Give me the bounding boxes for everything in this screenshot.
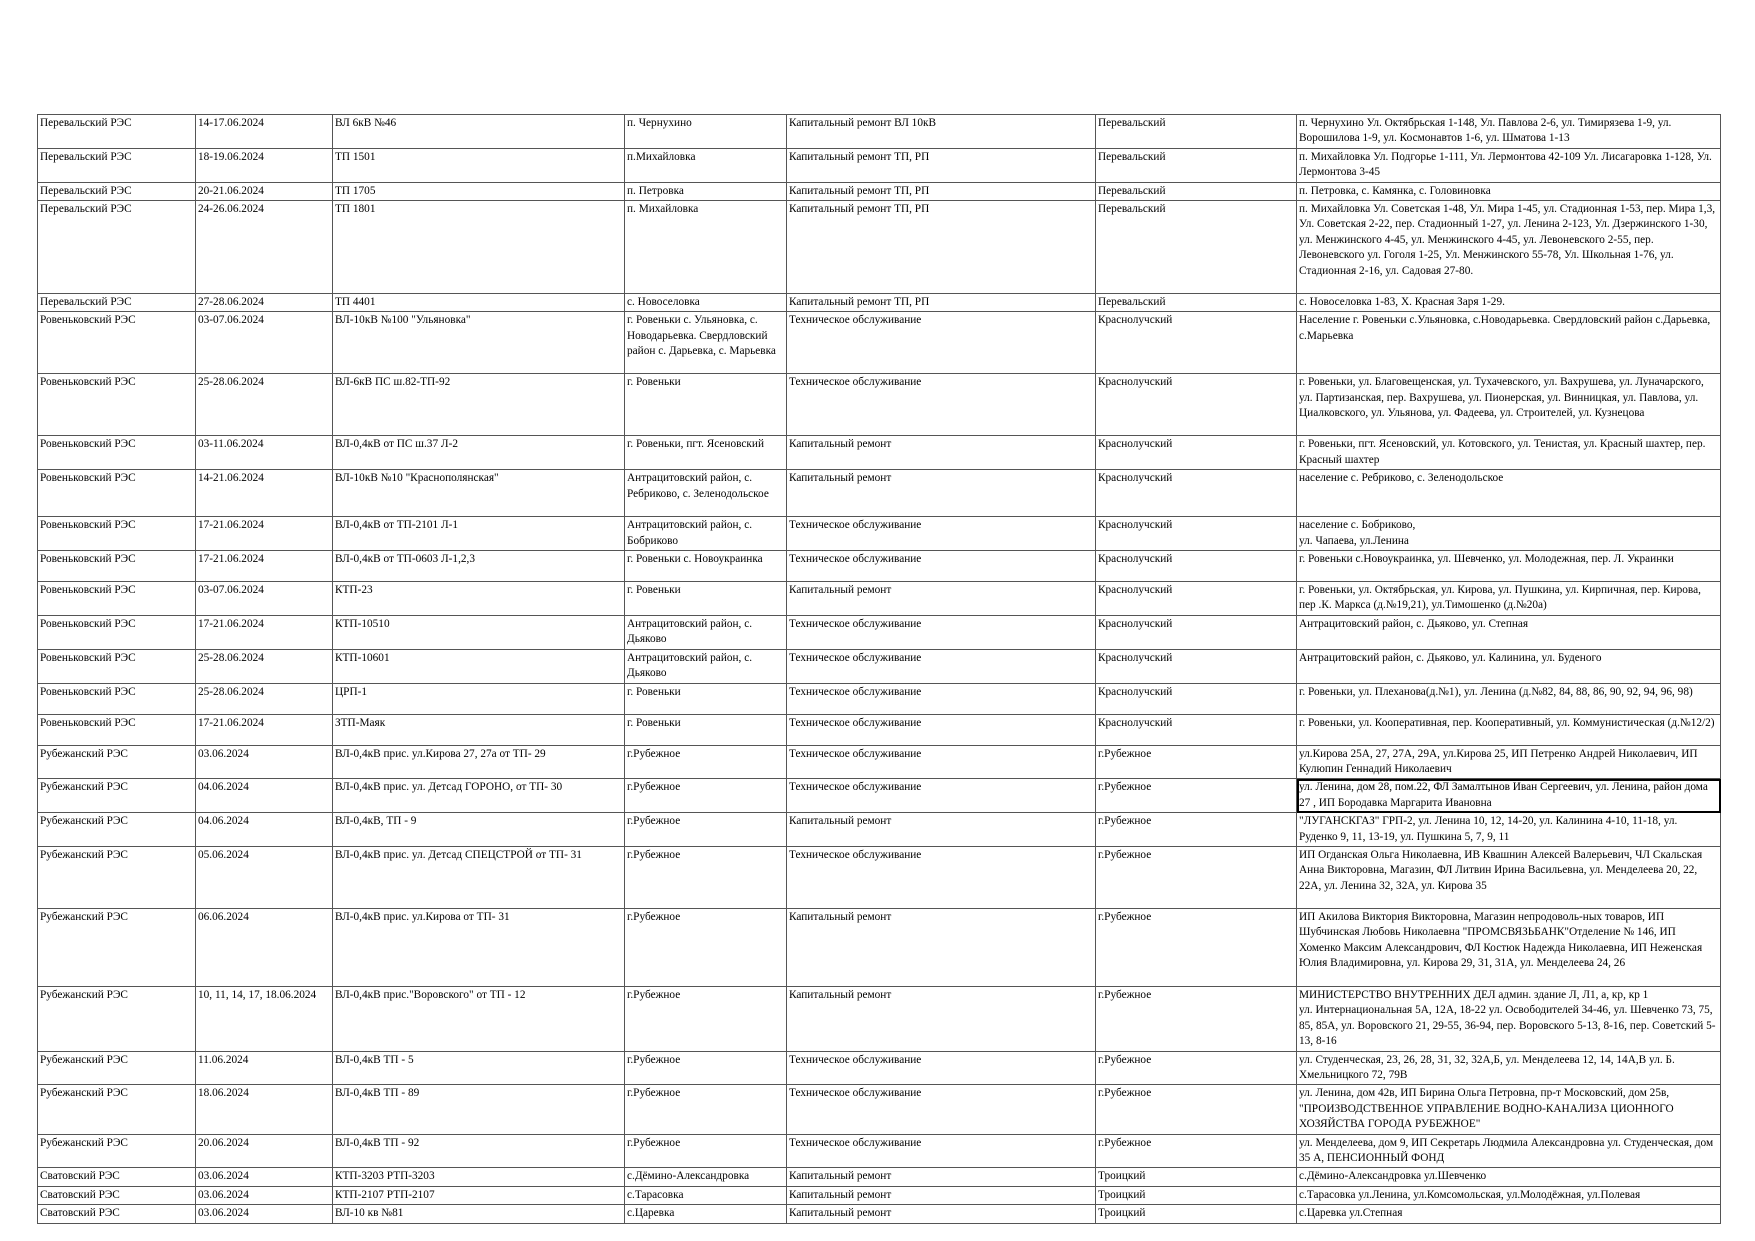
- work-type-cell: Техническое обслуживание: [787, 649, 1096, 683]
- work-type-cell: Техническое обслуживание: [787, 779, 1096, 813]
- table-row: [38, 986, 1721, 1051]
- district-cell: Краснолучский: [1096, 517, 1297, 551]
- location-cell: г.Рубежное: [625, 1134, 787, 1168]
- object-cell: ВЛ-0,4кВ ТП - 92: [333, 1134, 625, 1168]
- district-cell: Перевальский: [1096, 182, 1297, 200]
- res-cell: Рубежанский РЭС: [38, 908, 196, 986]
- addresses-cell: Антрацитовский район, с. Дьяково, ул. Калинина, ул. Буденого: [1297, 649, 1721, 683]
- res-cell: Рубежанский РЭС: [38, 1085, 196, 1134]
- dates-cell: 03-07.06.2024: [196, 312, 333, 374]
- dates-cell: 17-21.06.2024: [196, 714, 333, 745]
- res-cell: Рубежанский РЭС: [38, 813, 196, 847]
- work-type-cell: Капитальный ремонт: [787, 1205, 1096, 1223]
- dates-cell: 03.06.2024: [196, 1186, 333, 1204]
- res-cell: Ровеньковский РЭС: [38, 615, 196, 649]
- dates-cell: 18-19.06.2024: [196, 148, 333, 182]
- table-row: [38, 1186, 1721, 1204]
- res-cell: Перевальский РЭС: [38, 148, 196, 182]
- district-cell: г.Рубежное: [1096, 846, 1297, 908]
- district-cell: Троицкий: [1096, 1205, 1297, 1223]
- district-cell: г.Рубежное: [1096, 745, 1297, 779]
- dates-cell: 06.06.2024: [196, 908, 333, 986]
- addresses-cell: Антрацитовский район, с. Дьяково, ул. Степная: [1297, 615, 1721, 649]
- work-type-cell: Техническое обслуживание: [787, 683, 1096, 714]
- dates-cell: 20-21.06.2024: [196, 182, 333, 200]
- work-type-cell: Техническое обслуживание: [787, 1085, 1096, 1134]
- dates-cell: 03-11.06.2024: [196, 436, 333, 470]
- dates-cell: 03.06.2024: [196, 1168, 333, 1186]
- object-cell: ВЛ-0,4кВ прис. ул.Кирова 27, 27а от ТП- 29: [333, 745, 625, 779]
- object-cell: ЗТП-Маяк: [333, 714, 625, 745]
- addresses-cell: с.Дёмино-Александровка ул.Шевченко: [1297, 1168, 1721, 1186]
- district-cell: Перевальский: [1096, 201, 1297, 294]
- district-cell: Перевальский: [1096, 115, 1297, 149]
- res-cell: Ровеньковский РЭС: [38, 470, 196, 517]
- table-row: [38, 374, 1721, 436]
- work-type-cell: Техническое обслуживание: [787, 615, 1096, 649]
- res-cell: Перевальский РЭС: [38, 182, 196, 200]
- district-cell: Перевальский: [1096, 294, 1297, 312]
- addresses-cell: ул. Менделеева, дом 9, ИП Секретарь Людмила Александровна ул. Студенческая, дом 35 А, ПЕНСИОННЫЙ ФОНД: [1297, 1134, 1721, 1168]
- res-cell: Ровеньковский РЭС: [38, 312, 196, 374]
- table-row: [38, 1205, 1721, 1223]
- location-cell: г. Ровеньки с. Новоукраинка: [625, 551, 787, 582]
- res-cell: Сватовский РЭС: [38, 1168, 196, 1186]
- dates-cell: 18.06.2024: [196, 1085, 333, 1134]
- work-type-cell: Капитальный ремонт: [787, 986, 1096, 1051]
- table-row: [38, 615, 1721, 649]
- work-type-cell: Техническое обслуживание: [787, 374, 1096, 436]
- work-type-cell: Техническое обслуживание: [787, 714, 1096, 745]
- dates-cell: 17-21.06.2024: [196, 517, 333, 551]
- work-type-cell: Капитальный ремонт: [787, 1186, 1096, 1204]
- table-row: [38, 551, 1721, 582]
- addresses-cell: ИП Акилова Виктория Викторовна, Магазин непродоволь-ных товаров, ИП Шубчинская Любовь Николаевна "ПРОМСВЯЗЬБАНК"Отделение № 146, ИП Хоменко Максим Александрович, ФЛ Костюк Надежда Николаевна, ИП Неженская Юлия Владимировна, ул. Кирова 29, 31, 31А, ул. Менделеева 24, 26: [1297, 908, 1721, 986]
- object-cell: ВЛ-0,4кВ от ПС ш.37 Л-2: [333, 436, 625, 470]
- location-cell: Антрацитовский район, с. Бобриково: [625, 517, 787, 551]
- dates-cell: 14-21.06.2024: [196, 470, 333, 517]
- object-cell: ВЛ-0,4кВ прис. ул.Кирова от ТП- 31: [333, 908, 625, 986]
- res-cell: Сватовский РЭС: [38, 1205, 196, 1223]
- addresses-cell: "ЛУГАНСКГАЗ" ГРП-2, ул. Ленина 10, 12, 14-20, ул. Калинина 4-10, 11-18, ул. Руденко 9, 11, 13-19, ул. Пушкина 5, 7, 9, 11: [1297, 813, 1721, 847]
- res-cell: Ровеньковский РЭС: [38, 551, 196, 582]
- district-cell: Краснолучский: [1096, 714, 1297, 745]
- addresses-cell: население с. Ребриково, с. Зеленодольское: [1297, 470, 1721, 517]
- res-cell: Ровеньковский РЭС: [38, 683, 196, 714]
- dates-cell: 25-28.06.2024: [196, 649, 333, 683]
- object-cell: ТП 4401: [333, 294, 625, 312]
- dates-cell: 24-26.06.2024: [196, 201, 333, 294]
- dates-cell: 11.06.2024: [196, 1051, 333, 1085]
- res-cell: Рубежанский РЭС: [38, 779, 196, 813]
- addresses-cell: г. Ровеньки, ул. Благовещенская, ул. Тухачевского, ул. Вахрушева, ул. Луначарского, ул. Партизанская, пер. Вахрушева, ул. Пионерская, ул. Винницкая, ул. Павлова, ул. Циалковского, ул. Ульянова, ул. Фадеева, ул. Строителей, ул. Кузнецова: [1297, 374, 1721, 436]
- work-type-cell: Капитальный ремонт: [787, 1168, 1096, 1186]
- location-cell: Антрацитовский район, с. Ребриково, с. Зеленодольское: [625, 470, 787, 517]
- table-row: [38, 908, 1721, 986]
- work-type-cell: Техническое обслуживание: [787, 312, 1096, 374]
- addresses-cell: население с. Бобриково, ул. Чапаева, ул.Ленина: [1297, 517, 1721, 551]
- location-cell: п. Петровка: [625, 182, 787, 200]
- table-row: [38, 846, 1721, 908]
- location-cell: г. Ровеньки, пгт. Ясеновский: [625, 436, 787, 470]
- addresses-cell: с.Царевка ул.Степная: [1297, 1205, 1721, 1223]
- addresses-cell: г. Ровеньки, пгт. Ясеновский, ул. Котовского, ул. Тенистая, ул. Красный шахтер, пер. Красный шахтер: [1297, 436, 1721, 470]
- district-cell: Краснолучский: [1096, 551, 1297, 582]
- district-cell: Краснолучский: [1096, 470, 1297, 517]
- district-cell: Краснолучский: [1096, 683, 1297, 714]
- dates-cell: 17-21.06.2024: [196, 551, 333, 582]
- location-cell: Антрацитовский район, с. Дьяково: [625, 649, 787, 683]
- work-type-cell: Капитальный ремонт: [787, 470, 1096, 517]
- table-row: [38, 115, 1721, 149]
- district-cell: Перевальский: [1096, 148, 1297, 182]
- location-cell: г.Рубежное: [625, 846, 787, 908]
- table-row: [38, 745, 1721, 779]
- addresses-cell: г. Ровеньки с.Новоукраинка, ул. Шевченко, ул. Молодежная, пер. Л. Украинки: [1297, 551, 1721, 582]
- work-type-cell: Капитальный ремонт ТП, РП: [787, 148, 1096, 182]
- dates-cell: 10, 11, 14, 17, 18.06.2024: [196, 986, 333, 1051]
- addresses-cell: ул. Ленина, дом 28, пом.22, ФЛ Замалтынов Иван Сергеевич, ул. Ленина, район дома 27 , ИП Бородавка Маргарита Ивановна: [1297, 779, 1721, 813]
- district-cell: г.Рубежное: [1096, 1051, 1297, 1085]
- object-cell: ВЛ-0,4кВ от ТП-0603 Л-1,2,3: [333, 551, 625, 582]
- res-cell: Рубежанский РЭС: [38, 1051, 196, 1085]
- object-cell: ВЛ-0,4кВ прис. ул. Детсад СПЕЦСТРОЙ от ТП- 31: [333, 846, 625, 908]
- work-type-cell: Капитальный ремонт: [787, 436, 1096, 470]
- location-cell: Антрацитовский район, с. Дьяково: [625, 615, 787, 649]
- location-cell: с.Тарасовка: [625, 1186, 787, 1204]
- outage-schedule-table: [37, 114, 1721, 1224]
- res-cell: Рубежанский РЭС: [38, 1134, 196, 1168]
- object-cell: ВЛ-0,4кВ, ТП - 9: [333, 813, 625, 847]
- object-cell: ЦРП-1: [333, 683, 625, 714]
- district-cell: Краснолучский: [1096, 312, 1297, 374]
- addresses-cell: п. Михайловка Ул. Советская 1-48, Ул. Мира 1-45, ул. Стадионная 1-53, пер. Мира 1,3, Ул. Советская 2-22, пер. Стадионный 1-27, ул. Ленина 2-123, Ул. Дзержинского 1-30, ул. Менжинского 4-45, ул. Менжинского 4-45, ул. Левоневского 2-55, пер. Левоневского ул. Гоголя 1-25, Ул. Менжинского 55-78, Ул. Школьная 1-76, ул. Стадионная 2-16, ул. Садовая 27-80.: [1297, 201, 1721, 294]
- object-cell: ВЛ-0,4кВ прис."Воровского" от ТП - 12: [333, 986, 625, 1051]
- addresses-cell: п. Чернухино Ул. Октябрьская 1-148, Ул. Павлова 2-6, ул. Тимирязева 1-9, ул. Ворошилова 1-9, ул. Космонавтов 1-6, ул. Шматова 1-13: [1297, 115, 1721, 149]
- addresses-cell: г. Ровеньки, ул. Плеханова(д.№1), ул. Ленина (д.№82, 84, 88, 86, 90, 92, 94, 96, 98): [1297, 683, 1721, 714]
- district-cell: Троицкий: [1096, 1186, 1297, 1204]
- location-cell: г.Рубежное: [625, 1051, 787, 1085]
- dates-cell: 20.06.2024: [196, 1134, 333, 1168]
- location-cell: г. Ровеньки с. Ульяновка, с. Новодарьевка. Свердловский район с. Дарьевка, с. Марьевка: [625, 312, 787, 374]
- table-row: [38, 294, 1721, 312]
- dates-cell: 17-21.06.2024: [196, 615, 333, 649]
- addresses-cell: ИП Огданская Ольга Николаевна, ИВ Квашнин Алексей Валерьевич, ЧЛ Скальская Анна Викторовна, Магазин, ФЛ Литвин Ирина Васильевна, ул. Менделеева 20, 22, 22А, ул. Ленина 32, 32А, ул. Кирова 35: [1297, 846, 1721, 908]
- location-cell: п. Михайловка: [625, 201, 787, 294]
- object-cell: КТП-10510: [333, 615, 625, 649]
- table-row: [38, 470, 1721, 517]
- location-cell: г. Ровеньки: [625, 714, 787, 745]
- dates-cell: 03.06.2024: [196, 1205, 333, 1223]
- location-cell: п. Чернухино: [625, 115, 787, 149]
- object-cell: ВЛ-0,4кВ ТП - 5: [333, 1051, 625, 1085]
- location-cell: с.Дёмино-Александровка: [625, 1168, 787, 1186]
- addresses-cell: с. Новоселовка 1-83, Х. Красная Заря 1-29.: [1297, 294, 1721, 312]
- res-cell: Перевальский РЭС: [38, 201, 196, 294]
- addresses-cell: п. Петровка, с. Камянка, с. Головиновка: [1297, 182, 1721, 200]
- work-type-cell: Капитальный ремонт ВЛ 10кВ: [787, 115, 1096, 149]
- location-cell: г.Рубежное: [625, 908, 787, 986]
- addresses-cell: МИНИСТЕРСТВО ВНУТРЕННИХ ДЕЛ админ. здание Л, Л1, а, кр, кр 1 ул. Интернациональная 5А, 12А, 18-22 ул. Освободителей 34-46, ул. Шевченко 73, 75, 85, 85А, ул. Воровского 21, 29-55, 36-94, пер. Воровского 5-13, 8-16, пер. Советский 5-13, 8-16: [1297, 986, 1721, 1051]
- location-cell: г.Рубежное: [625, 745, 787, 779]
- object-cell: КТП-23: [333, 582, 625, 616]
- res-cell: Перевальский РЭС: [38, 115, 196, 149]
- res-cell: Ровеньковский РЭС: [38, 649, 196, 683]
- res-cell: Сватовский РЭС: [38, 1186, 196, 1204]
- district-cell: г.Рубежное: [1096, 1085, 1297, 1134]
- work-type-cell: Техническое обслуживание: [787, 517, 1096, 551]
- table-row: [38, 312, 1721, 374]
- res-cell: Ровеньковский РЭС: [38, 374, 196, 436]
- addresses-cell: с.Тарасовка ул.Ленина, ул.Комсомольская, ул.Молодёжная, ул.Полевая: [1297, 1186, 1721, 1204]
- district-cell: Троицкий: [1096, 1168, 1297, 1186]
- table-row: [38, 1085, 1721, 1134]
- work-type-cell: Капитальный ремонт ТП, РП: [787, 182, 1096, 200]
- addresses-cell: ул. Студенческая, 23, 26, 28, 31, 32, 32А,Б, ул. Менделеева 12, 14, 14А,В ул. Б. Хмельницкого 72, 79В: [1297, 1051, 1721, 1085]
- res-cell: Ровеньковский РЭС: [38, 714, 196, 745]
- object-cell: ВЛ-10кВ №10 "Краснополянская": [333, 470, 625, 517]
- work-type-cell: Капитальный ремонт: [787, 908, 1096, 986]
- res-cell: Ровеньковский РЭС: [38, 582, 196, 616]
- table-row: [38, 779, 1721, 813]
- district-cell: г.Рубежное: [1096, 779, 1297, 813]
- work-type-cell: Капитальный ремонт: [787, 813, 1096, 847]
- addresses-cell: Население г. Ровеньки с.Ульяновка, с.Новодарьевка. Свердловский район с.Дарьевка, с.Марьевка: [1297, 312, 1721, 374]
- object-cell: ТП 1801: [333, 201, 625, 294]
- dates-cell: 04.06.2024: [196, 779, 333, 813]
- dates-cell: 04.06.2024: [196, 813, 333, 847]
- district-cell: г.Рубежное: [1096, 1134, 1297, 1168]
- table-row: [38, 436, 1721, 470]
- res-cell: Перевальский РЭС: [38, 294, 196, 312]
- object-cell: КТП-2107 РТП-2107: [333, 1186, 625, 1204]
- object-cell: КТП-10601: [333, 649, 625, 683]
- addresses-cell: г. Ровеньки, ул. Октябрьская, ул. Кирова, ул. Пушкина, ул. Кирпичная, пер. Кирова, пер .К. Маркса (д.№19,21), ул.Тимошенко (д.№20а): [1297, 582, 1721, 616]
- res-cell: Ровеньковский РЭС: [38, 436, 196, 470]
- table-row: [38, 1168, 1721, 1186]
- table-row: [38, 1134, 1721, 1168]
- location-cell: с.Царевка: [625, 1205, 787, 1223]
- table-row: [38, 517, 1721, 551]
- location-cell: с. Новоселовка: [625, 294, 787, 312]
- district-cell: г.Рубежное: [1096, 908, 1297, 986]
- location-cell: п.Михайловка: [625, 148, 787, 182]
- dates-cell: 14-17.06.2024: [196, 115, 333, 149]
- object-cell: ТП 1705: [333, 182, 625, 200]
- object-cell: КТП-3203 РТП-3203: [333, 1168, 625, 1186]
- addresses-cell: п. Михайловка Ул. Подгорье 1-111, Ул. Лермонтова 42-109 Ул. Лисагаровка 1-128, Ул. Лермонтова 3-45: [1297, 148, 1721, 182]
- res-cell: Рубежанский РЭС: [38, 846, 196, 908]
- res-cell: Ровеньковский РЭС: [38, 517, 196, 551]
- res-cell: Рубежанский РЭС: [38, 745, 196, 779]
- district-cell: Краснолучский: [1096, 582, 1297, 616]
- work-type-cell: Техническое обслуживание: [787, 1134, 1096, 1168]
- work-type-cell: Техническое обслуживание: [787, 745, 1096, 779]
- table-row: [38, 582, 1721, 616]
- object-cell: ВЛ-10 кв №81: [333, 1205, 625, 1223]
- dates-cell: 25-28.06.2024: [196, 374, 333, 436]
- object-cell: ВЛ 6кВ №46: [333, 115, 625, 149]
- object-cell: ТП 1501: [333, 148, 625, 182]
- location-cell: г.Рубежное: [625, 986, 787, 1051]
- table-row: [38, 148, 1721, 182]
- table-body: [38, 115, 1721, 1224]
- table-row: [38, 683, 1721, 714]
- location-cell: г. Ровеньки: [625, 374, 787, 436]
- table-row: [38, 649, 1721, 683]
- dates-cell: 27-28.06.2024: [196, 294, 333, 312]
- work-type-cell: Капитальный ремонт ТП, РП: [787, 294, 1096, 312]
- object-cell: ВЛ-0,4кВ от ТП-2101 Л-1: [333, 517, 625, 551]
- table-row: [38, 201, 1721, 294]
- district-cell: Краснолучский: [1096, 649, 1297, 683]
- work-type-cell: Капитальный ремонт: [787, 582, 1096, 616]
- table-row: [38, 813, 1721, 847]
- dates-cell: 05.06.2024: [196, 846, 333, 908]
- work-type-cell: Техническое обслуживание: [787, 846, 1096, 908]
- object-cell: ВЛ-6кВ ПС ш.82-ТП-92: [333, 374, 625, 436]
- location-cell: г.Рубежное: [625, 813, 787, 847]
- dates-cell: 03.06.2024: [196, 745, 333, 779]
- district-cell: г.Рубежное: [1096, 986, 1297, 1051]
- addresses-cell: ул.Кирова 25А, 27, 27А, 29А, ул.Кирова 25, ИП Петренко Андрей Николаевич, ИП Кулюпин Геннадий Николаевич: [1297, 745, 1721, 779]
- addresses-cell: ул. Ленина, дом 42в, ИП Бирина Ольга Петровна, пр-т Московский, дом 25в, "ПРОИЗВОДСТВЕННОЕ УПРАВЛЕНИЕ ВОДНО-КАНАЛИЗА ЦИОННОГО ХОЗЯЙСТВА ГОРОДА РУБЕЖНОЕ": [1297, 1085, 1721, 1134]
- object-cell: ВЛ-0,4кВ ТП - 89: [333, 1085, 625, 1134]
- dates-cell: 25-28.06.2024: [196, 683, 333, 714]
- res-cell: Рубежанский РЭС: [38, 986, 196, 1051]
- location-cell: г.Рубежное: [625, 1085, 787, 1134]
- location-cell: г. Ровеньки: [625, 683, 787, 714]
- dates-cell: 03-07.06.2024: [196, 582, 333, 616]
- addresses-cell: г. Ровеньки, ул. Кооперативная, пер. Кооперативный, ул. Коммунистическая (д.№12/2): [1297, 714, 1721, 745]
- district-cell: Краснолучский: [1096, 374, 1297, 436]
- work-type-cell: Капитальный ремонт ТП, РП: [787, 201, 1096, 294]
- location-cell: г.Рубежное: [625, 779, 787, 813]
- district-cell: г.Рубежное: [1096, 813, 1297, 847]
- object-cell: ВЛ-0,4кВ прис. ул. Детсад ГОРОНО, от ТП- 30: [333, 779, 625, 813]
- district-cell: Краснолучский: [1096, 436, 1297, 470]
- district-cell: Краснолучский: [1096, 615, 1297, 649]
- location-cell: г. Ровеньки: [625, 582, 787, 616]
- table-row: [38, 714, 1721, 745]
- table-row: [38, 1051, 1721, 1085]
- work-type-cell: Техническое обслуживание: [787, 551, 1096, 582]
- work-type-cell: Техническое обслуживание: [787, 1051, 1096, 1085]
- object-cell: ВЛ-10кВ №100 "Ульяновка": [333, 312, 625, 374]
- table-row: [38, 182, 1721, 200]
